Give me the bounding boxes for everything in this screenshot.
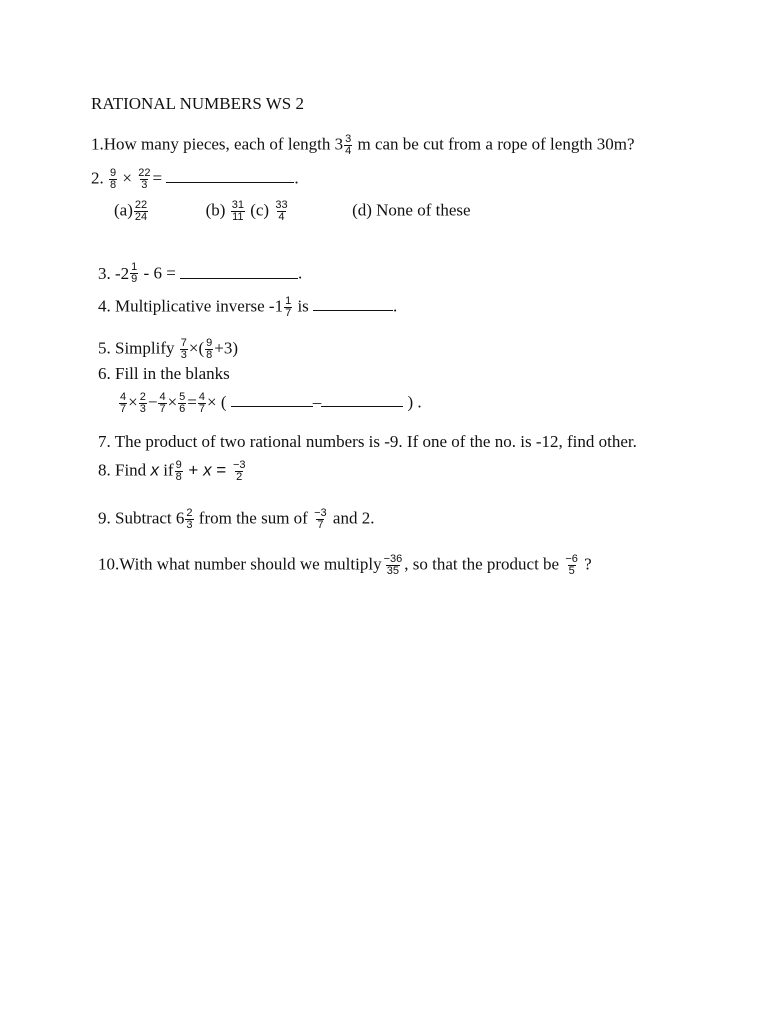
q3-expression: 3. -2 $\frac{1}{9}$ [98, 261, 138, 285]
q6-op2: − [147, 392, 158, 412]
q10-end: ? [579, 554, 592, 574]
q2-option-b-label: (b) [205, 200, 226, 220]
q2-operator: × [122, 168, 132, 188]
question-5 [98, 338, 238, 361]
q2-option-a-label: (a) [114, 200, 133, 220]
q9-label: 9. Subtract 6 [98, 508, 185, 528]
q5-label: 5. Simplify [98, 338, 179, 358]
q6-fraction-e: $\frac{4}{7}$ [198, 391, 205, 415]
question-7: 7. The product of two rational numbers is -9. If one of the no. is -12, find other. [98, 432, 637, 451]
question-3 [98, 262, 302, 285]
question-2-options [114, 200, 471, 223]
q6-op3: × [167, 392, 178, 412]
q6-op5: × ( [207, 392, 227, 412]
question-2 [91, 168, 299, 191]
q6-fraction-a: $\frac{4}{7}$ [120, 391, 127, 415]
q8-plus: + [183, 460, 204, 480]
q9-end: and 2. [328, 508, 375, 528]
q6-close: ) . [407, 392, 422, 412]
q2-end: . [294, 168, 299, 188]
q10-fraction-1: $\frac{-36}{35}$ [383, 553, 403, 577]
q6-fraction-b: $\frac{2}{3}$ [139, 391, 146, 415]
q2-fraction-2: $\frac{22}{3}$ [138, 167, 151, 191]
q5-fraction-2: $\frac{9}{8}$ [206, 337, 213, 361]
q4-rest: is [293, 296, 309, 316]
q6-op1: × [128, 392, 138, 412]
q9-mid: from the sum of [194, 508, 313, 528]
q2-equals: = [152, 168, 163, 188]
q8-if: if [158, 460, 174, 480]
q2-fraction-1: $\frac{9}{8}$ [110, 167, 117, 191]
question-6-expression [118, 392, 422, 415]
q4-end: . [393, 296, 398, 316]
q3-answer-blank[interactable] [180, 264, 298, 279]
q2-option-d: (d) None of these [352, 200, 471, 220]
q8-fraction-2: $\frac{-3}{2}$ [232, 459, 246, 483]
q9-fraction-1: $\frac{2}{3}$ [186, 507, 193, 531]
q2-answer-blank[interactable] [166, 168, 294, 183]
q1-prefix: 1.How many pieces, each of length 3 [91, 134, 344, 154]
q4-label: 4. Multiplicative inverse -1 [98, 296, 284, 316]
q8-equals: = [211, 460, 231, 480]
q6-fraction-c: $\frac{4}{7}$ [159, 391, 166, 415]
q3-fraction: $\frac{1}{9}$ [131, 261, 138, 285]
q2-option-c-fraction: $\frac{33}{4}$ [275, 199, 288, 223]
q6-blank-2[interactable] [321, 392, 403, 407]
question-6-label: 6. Fill in the blanks [98, 364, 230, 383]
q8-variable: x [150, 460, 159, 480]
q6-blank-1[interactable] [231, 392, 313, 407]
q2-option-b-fraction: $\frac{31}{11}$ [231, 199, 244, 223]
q8-fraction-1: $\frac{9}{8}$ [175, 459, 182, 483]
q10-label: 10.With what number should we multiply [98, 554, 382, 574]
q8-label: 8. Find [98, 460, 151, 480]
q2-option-c-label: (c) [250, 200, 270, 220]
q6-fraction-d: $\frac{5}{6}$ [179, 391, 186, 415]
question-9 [98, 508, 374, 531]
q5-mid: ×( [188, 338, 205, 358]
q1-fraction: $\frac{3}{4}$ [345, 133, 352, 157]
q4-answer-blank[interactable] [313, 296, 393, 311]
q10-fraction-2: $\frac{-6}{5}$ [565, 553, 578, 577]
question-4 [98, 296, 397, 319]
q5-end: +3) [214, 338, 239, 358]
q8-variable-2: x [203, 460, 212, 480]
q5-fraction-1: $\frac{7}{3}$ [180, 337, 187, 361]
q9-fraction-2: $\frac{-3}{7}$ [314, 507, 327, 531]
question-10 [98, 554, 592, 577]
worksheet-title: RATIONAL NUMBERS WS 2 [91, 94, 304, 113]
q10-mid: , so that the product be [404, 554, 564, 574]
q3-rest: - 6 = [139, 263, 176, 283]
q2-option-a-fraction: $\frac{22}{24}$ [134, 199, 148, 223]
q2-label: 2. [91, 168, 104, 188]
q6-op4: = [187, 392, 197, 412]
q4-fraction: $\frac{1}{7}$ [285, 295, 292, 319]
question-1 [91, 134, 635, 157]
q1-suffix: m can be cut from a rope of length 30m? [353, 134, 635, 154]
question-8 [98, 460, 248, 483]
q3-end: . [298, 263, 303, 283]
q6-minus: – [312, 392, 322, 412]
